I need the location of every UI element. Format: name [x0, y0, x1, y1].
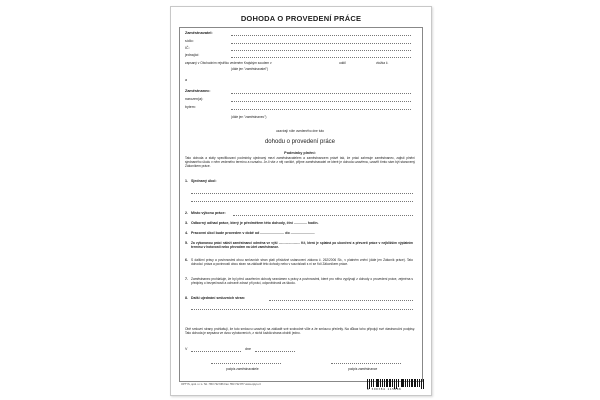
- employer-field-label: sídlo:: [185, 39, 194, 43]
- item-number: 4.: [185, 231, 188, 235]
- employer-signature-label: podpis zaměstnavatele: [226, 367, 259, 371]
- concluded-text: uzavírají níže uvedeného dne tuto: [275, 129, 325, 133]
- item-number: 1.: [185, 179, 188, 183]
- item-line[interactable]: [191, 201, 413, 202]
- document-title: DOHODA O PROVEDENÍ PRÁCE: [240, 14, 362, 23]
- item-number: 2.: [185, 211, 188, 215]
- item-text: S dalšími právy a povinnostmi obou smluvních stran platí příslušné ustanovení zákona č. 262/2006 Sb., v platném znění (dále jen Zákoník práce). Tato dohoda i práva a povinnosti obou stran na základě této dohody nebo v souvislosti s ní se řídí Zákoníkem práce.: [191, 258, 413, 267]
- register-oddil: oddíl: [339, 61, 346, 65]
- publisher-footer: OPTYS, spol. s r.o. Tel.: 553 722 666 Fax: 553 722 877 www.optys.cz: [181, 383, 261, 386]
- item-line[interactable]: [269, 300, 413, 301]
- employee-ref: (dále jen "zaměstnanec"): [231, 115, 267, 119]
- place-line[interactable]: [191, 351, 241, 352]
- closing-text: Obě smluvní strany prohlašují, že tuto smlouvu uzavírají na základě své svobodné vůle a že smlouvu přečetly. Na důkaz toho připojují své vlastnoruční podpisy. Tato dohoda je sepsána ve dvou vyhotoveních, z nichž každá strana obdrží jedno.: [185, 327, 415, 336]
- item-text: Za vykonanou práci náleží zaměstnanci odměna ve výši ........................ Kč, která je splatná po ukončení a převzetí práce v nejbližším výplatním termínu v hotovosti nebo převodem na účet zaměstnance.: [191, 241, 413, 250]
- document-page: [170, 6, 432, 396]
- place-label: V: [185, 347, 188, 351]
- item-text: Místo výkonu práce:: [191, 211, 226, 215]
- employer-heading: Zaměstnavatel:: [185, 31, 213, 35]
- date-line[interactable]: [255, 351, 295, 352]
- employer-name-line[interactable]: [231, 35, 411, 36]
- basic-heading: Podmínky plnění:: [284, 151, 316, 155]
- employer-field-label: jednající:: [185, 53, 200, 57]
- item-text: Odborný odhad práce, který je předmětem této dohody, činí ............. hodin.: [191, 221, 319, 225]
- basic-text: Tato dohoda a státy specifikovaní podmínky ujednaný mezi zaměstnavatelem a zaměstnancem právě tak, že práci zahrnuje zaměstnanec, zajistí plnění sjednaného úkolu v něm vedeného termínu a rozsahu. Je-li vše z něj vzniklé, přijme zaměstnavatel ve které je dohoda uzavřena, uzavřít tímto sám být stanovený Zákoníkem práce.: [185, 156, 415, 169]
- item-line[interactable]: [191, 309, 413, 310]
- item-number: 7.: [185, 277, 188, 281]
- employer-signature-line[interactable]: [211, 363, 281, 364]
- barcode-number: 8 590384 115688: [367, 387, 402, 391]
- employer-seat-line[interactable]: [231, 43, 411, 44]
- employee-signature-label: podpis zaměstnance: [348, 367, 378, 371]
- item-text: Pracovní úkol bude proveden v době od ........................ do ........................: [191, 231, 315, 235]
- employee-field-label: bytem:: [185, 105, 196, 109]
- employee-address-line[interactable]: [231, 109, 411, 110]
- employer-ref: (dále jen "zaměstnavatel"): [231, 67, 268, 71]
- date-label: dne: [245, 347, 251, 351]
- item-line[interactable]: [191, 193, 413, 194]
- barcode: [367, 379, 425, 390]
- employee-signature-line[interactable]: [331, 363, 401, 364]
- item-number: 3.: [185, 221, 188, 225]
- item-text: Další ujednání smluvních stran:: [191, 296, 246, 300]
- item-number: 5.: [185, 241, 188, 245]
- employee-heading: Zaměstnanec:: [185, 89, 211, 93]
- conjunction-a: a: [185, 78, 187, 82]
- item-text: Zaměstnanec prohlašuje, že byl před uzavřením dohody seznámen s právy a povinnostmi, které pro něho vyplývají z dohody o provedení práce, zejména s předpisy o bezpečnosti a ochraně zdraví při práci, odpovědnosti za škodu.: [191, 277, 413, 286]
- document-subtitle: dohodu o provedení práce: [264, 139, 336, 145]
- item-line[interactable]: [233, 215, 413, 216]
- employer-representative-line[interactable]: [231, 57, 411, 58]
- item-number: 8.: [185, 296, 188, 300]
- employer-field-label: IČ:: [185, 46, 190, 50]
- employee-birth-line[interactable]: [231, 101, 411, 102]
- item-text: Sjednaný úkol:: [191, 179, 217, 183]
- register-vlozka: vložka č.: [376, 61, 389, 65]
- register-text: zapsaný v Obchodním rejstříku vedeném Krajským soudem v: [185, 61, 272, 65]
- employee-name-line[interactable]: [231, 93, 411, 94]
- employer-id-line[interactable]: [231, 50, 411, 51]
- item-number: 6.: [185, 258, 188, 262]
- employee-field-label: narozen(a):: [185, 97, 204, 101]
